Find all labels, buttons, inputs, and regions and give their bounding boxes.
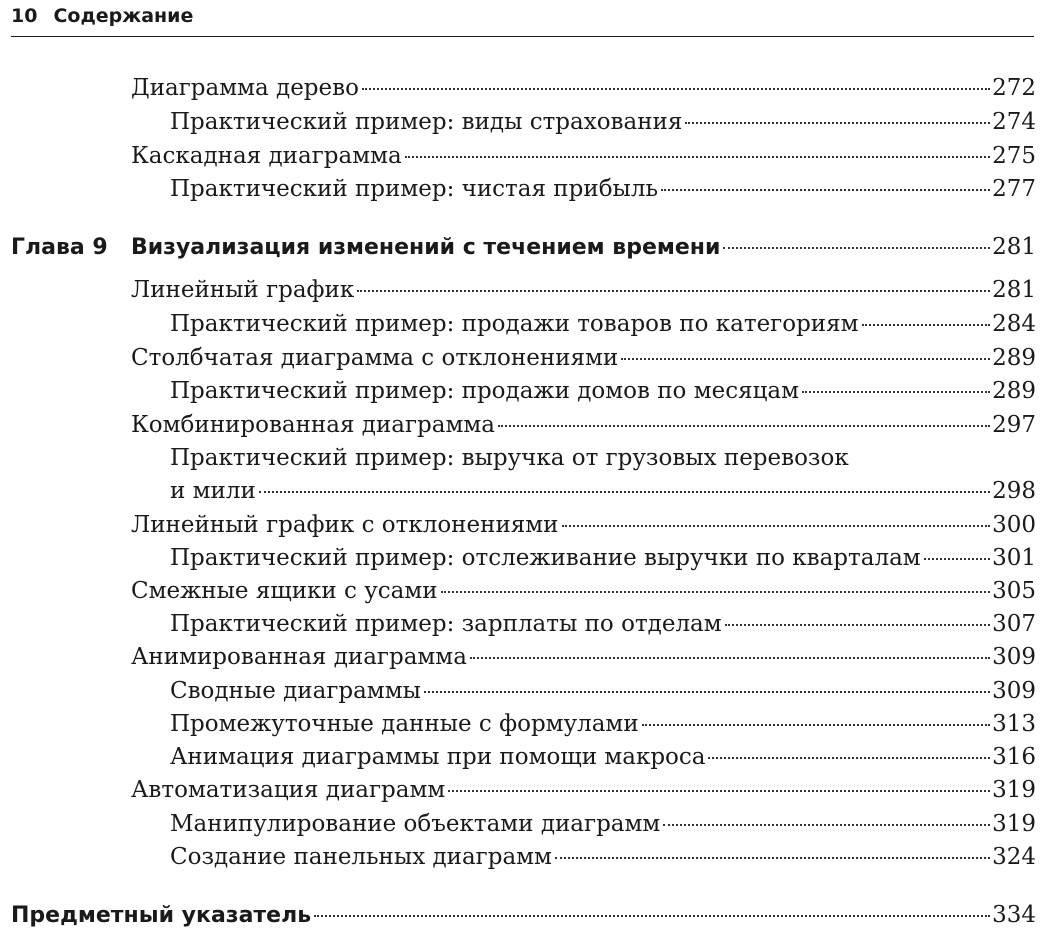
toc-entry-page: 305 (992, 578, 1036, 604)
toc-entry[interactable] (0, 273, 1036, 307)
toc-entry-page: 281 (992, 277, 1036, 303)
dot-leader (708, 757, 990, 759)
toc-entry-title: Анимация диаграммы при помощи макроса (170, 744, 706, 770)
toc-entry-title: Столбчатая диаграмма с отклонениями (131, 345, 619, 371)
toc-entry-title: Комбинированная диаграмма (131, 412, 495, 438)
toc-entry-page: 319 (992, 811, 1036, 837)
index-title: Предметный указатель (11, 903, 312, 928)
dot-leader (441, 591, 991, 593)
dot-leader (642, 724, 990, 726)
toc-entry-title: Практический пример: чистая прибыль (170, 176, 658, 202)
chapter-title: Визуализация изменений с течением времени (131, 235, 721, 260)
chapter-label: Глава 9 (11, 235, 108, 260)
toc-entry-page: 297 (992, 412, 1036, 438)
toc-entry-title: Диаграмма дерево (131, 75, 359, 101)
header-title: Содержание (53, 5, 194, 27)
toc-entry-title: Автоматизация диаграмм (131, 777, 446, 803)
toc-entry-page: 277 (992, 176, 1036, 202)
toc-entry[interactable] (0, 139, 1036, 173)
toc-entry-page: 313 (992, 711, 1036, 737)
header-rule (11, 36, 1034, 37)
toc-entry-title: Манипулирование объектами диаграмм (170, 811, 661, 837)
dot-leader (498, 425, 990, 427)
toc-entry-title: Практический пример: виды страхования (170, 109, 683, 135)
dot-leader (663, 824, 990, 826)
toc-subentry[interactable] (0, 172, 1036, 206)
index-page: 334 (992, 902, 1036, 928)
dot-leader (314, 915, 990, 917)
toc-subentry[interactable] (0, 807, 1036, 841)
toc-entry-page: 272 (992, 75, 1036, 101)
toc-entry-title: Промежуточные данные с формулами (170, 711, 639, 737)
toc-entry-title: Практический пример: продажи товаров по категориям (170, 311, 859, 337)
toc-entry-page: 289 (992, 345, 1036, 371)
toc-entry-page: 309 (992, 678, 1036, 704)
dot-leader (424, 691, 990, 693)
toc-entry[interactable] (0, 773, 1036, 807)
toc-entry[interactable] (0, 408, 1036, 442)
toc-entry-title: Сводные диаграммы (170, 678, 421, 704)
dot-leader (621, 358, 990, 360)
toc-subentry[interactable] (0, 840, 1036, 874)
toc-entry-title: Каскадная диаграмма (131, 143, 402, 169)
toc-entry[interactable] (0, 71, 1036, 105)
dot-leader (555, 857, 990, 859)
toc-entry-page: 316 (992, 744, 1036, 770)
toc-subentry[interactable] (0, 740, 1036, 774)
toc-subentry[interactable] (0, 441, 1036, 475)
toc-entry-title: Анимированная диаграмма (131, 644, 467, 670)
toc-entry-page: 301 (992, 545, 1036, 571)
dot-leader (362, 88, 990, 90)
toc-entry-title: Практический пример: зарплаты по отделам (170, 611, 722, 637)
dot-leader (862, 324, 991, 326)
toc-entry-page: 289 (992, 378, 1036, 404)
toc-subentry[interactable] (0, 541, 1036, 575)
chapter-page: 281 (992, 234, 1036, 260)
toc-entry-page: 284 (992, 311, 1036, 337)
toc-entry-title: Практический пример: продажи домов по месяцам (170, 378, 799, 404)
toc-entry-title: Линейный график (131, 277, 355, 303)
dot-leader (470, 657, 990, 659)
dot-leader (562, 525, 991, 527)
toc-entry[interactable] (0, 341, 1036, 375)
dot-leader (448, 790, 990, 792)
dot-leader (802, 391, 990, 393)
dot-leader (685, 122, 990, 124)
toc-entry-page: 324 (992, 844, 1036, 870)
toc-entry-title: Практический пример: выручка от грузовых перевозок (170, 445, 849, 471)
toc-entry[interactable] (0, 574, 1036, 608)
running-head (11, 2, 193, 30)
dot-leader (723, 247, 990, 249)
chapter-title-group (11, 231, 720, 265)
toc-subentry[interactable] (0, 607, 1036, 641)
toc-entry[interactable] (0, 640, 1036, 674)
dot-leader (259, 491, 990, 493)
toc-entry-page: 274 (992, 109, 1036, 135)
dot-leader (405, 156, 990, 158)
toc-subentry[interactable] (0, 105, 1036, 139)
toc-entry-page: 309 (992, 644, 1036, 670)
dot-leader (357, 290, 990, 292)
toc-subentry-continuation[interactable] (0, 474, 1036, 508)
toc-subentry[interactable] (0, 707, 1036, 741)
toc-entry-page: 307 (992, 611, 1036, 637)
header-page-number: 10 (11, 5, 38, 27)
toc-entry-page: 275 (992, 143, 1036, 169)
toc-chapter-heading[interactable] (0, 230, 1036, 264)
dot-leader (661, 189, 990, 191)
toc-subentry[interactable] (0, 374, 1036, 408)
toc-entry-title-continuation: и мили (170, 478, 256, 504)
toc-entry[interactable] (0, 508, 1036, 542)
toc-entry-page: 319 (992, 777, 1036, 803)
toc-entry-page: 298 (992, 478, 1036, 504)
toc-index-entry[interactable] (0, 898, 1036, 932)
toc-subentry[interactable] (0, 674, 1036, 708)
dot-leader (924, 558, 990, 560)
toc-entry-title: Смежные ящики с усами (131, 578, 438, 604)
toc-entry-title: Создание панельных диаграмм (170, 844, 552, 870)
toc-subentry[interactable] (0, 307, 1036, 341)
toc-entry-title: Практический пример: отслеживание выручки по кварталам (170, 545, 921, 571)
dot-leader (725, 624, 990, 626)
toc-entry-title: Линейный график с отклонениями (131, 512, 559, 538)
toc-entry-page: 300 (992, 512, 1036, 538)
